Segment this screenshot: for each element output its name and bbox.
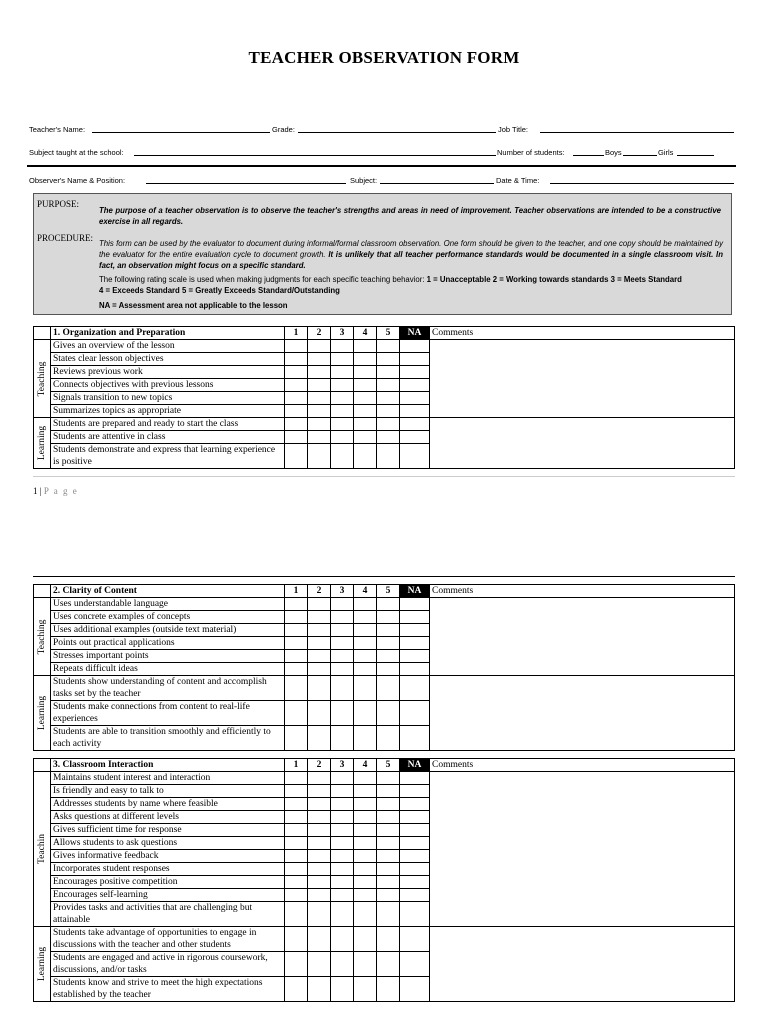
rating-cell-5[interactable]	[377, 340, 400, 353]
rating-cell-4[interactable]	[354, 902, 377, 927]
rating-cell-2[interactable]	[308, 340, 331, 353]
rating-cell-4[interactable]	[354, 353, 377, 366]
rating-cell-2[interactable]	[308, 902, 331, 927]
rating-cell-1[interactable]	[285, 392, 308, 405]
rating-cell-na[interactable]	[400, 418, 430, 431]
rating-cell-1[interactable]	[285, 952, 308, 977]
rating-cell-4[interactable]	[354, 927, 377, 952]
rating-cell-2[interactable]	[308, 837, 331, 850]
criterion-text: Connects objectives with previous lessons	[51, 379, 285, 392]
rating-cell-2[interactable]	[308, 379, 331, 392]
rating-cell-5[interactable]	[377, 902, 400, 927]
rating-cell-3[interactable]	[331, 353, 354, 366]
criterion-text: Repeats difficult ideas	[51, 663, 285, 676]
criterion-text: Gives an overview of the lesson	[51, 340, 285, 353]
rating-cell-2[interactable]	[308, 663, 331, 676]
rating-cell-2[interactable]	[308, 952, 331, 977]
comments-cell[interactable]	[430, 598, 735, 676]
rating-cell-na[interactable]	[400, 837, 430, 850]
rating-cell-1[interactable]	[285, 876, 308, 889]
rating-cell-na[interactable]	[400, 340, 430, 353]
rating-cell-4[interactable]	[354, 340, 377, 353]
rating-cell-2[interactable]	[308, 785, 331, 798]
rating-cell-1[interactable]	[285, 977, 308, 1002]
section1-title: 1. Organization and Preparation	[51, 327, 285, 340]
section1-table: 1. Organization and Preparation 1 2 3 4 5 NA Comments Teaching Gives an overview of the lesson States clear lesson objectives Reviews previous work Connects objectives with previous lessons Signals transition to new topics Summarizes topics as appropriate Learning Students are prepared and ready to start the class Students are attentive in class Students demonstrate and express that learning experience is positive	[33, 326, 735, 469]
rating-cell-na[interactable]	[400, 444, 430, 469]
rating-cell-4[interactable]	[354, 837, 377, 850]
criterion-text: Students know and strive to meet the high expectations established by the teacher	[51, 977, 285, 1002]
rating-cell-1[interactable]	[285, 811, 308, 824]
rating-cell-5[interactable]	[377, 811, 400, 824]
rating-cell-5[interactable]	[377, 431, 400, 444]
rating-cell-na[interactable]	[400, 405, 430, 418]
header-divider	[27, 165, 736, 167]
table-row	[34, 418, 735, 431]
rating-cell-3[interactable]	[331, 650, 354, 663]
rating-cell-4[interactable]	[354, 701, 377, 726]
rating-cell-5[interactable]	[377, 977, 400, 1002]
rating-cell-5[interactable]	[377, 624, 400, 637]
rating-cell-1[interactable]	[285, 624, 308, 637]
rating-cell-2[interactable]	[308, 676, 331, 701]
rating-cell-3[interactable]	[331, 418, 354, 431]
rating-cell-4[interactable]	[354, 598, 377, 611]
table-row	[34, 676, 735, 701]
rating-cell-5[interactable]	[377, 405, 400, 418]
rating-cell-1[interactable]	[285, 837, 308, 850]
rating-cell-5[interactable]	[377, 824, 400, 837]
section3-title: 3. Classroom Interaction	[51, 759, 285, 772]
criterion-text: Students take advantage of opportunities to engage in discussions with the teacher and other students	[51, 927, 285, 952]
criterion-text: Is friendly and easy to talk to	[51, 785, 285, 798]
page2-header-rule	[33, 576, 735, 577]
criterion-text: Uses understandable language	[51, 598, 285, 611]
rating-cell-3[interactable]	[331, 785, 354, 798]
subject-label: Subject:	[350, 176, 378, 185]
rating-cell-1[interactable]	[285, 663, 308, 676]
rating-cell-na[interactable]	[400, 650, 430, 663]
rating-cell-3[interactable]	[331, 624, 354, 637]
rating-cell-na[interactable]	[400, 676, 430, 701]
subject-school-label: Subject taught at the school:	[29, 148, 124, 157]
rating-cell-2[interactable]	[308, 824, 331, 837]
grade-field[interactable]	[298, 132, 496, 133]
purpose-text: The purpose of a teacher observation is to observe the teacher's strengths and areas in need of improvement. Teacher observations are intended to be a constructive exercise in all regards.	[99, 206, 721, 226]
criterion-text: Encourages self-learning	[51, 889, 285, 902]
criterion-text: Gives informative feedback	[51, 850, 285, 863]
rating-cell-2[interactable]	[308, 889, 331, 902]
rating-cell-na[interactable]	[400, 366, 430, 379]
rating-cell-4[interactable]	[354, 418, 377, 431]
rating-cell-3[interactable]	[331, 772, 354, 785]
rating-cell-2[interactable]	[308, 392, 331, 405]
rating-cell-2[interactable]	[308, 431, 331, 444]
rating-cell-1[interactable]	[285, 785, 308, 798]
rating-cell-na[interactable]	[400, 701, 430, 726]
rating-cell-3[interactable]	[331, 676, 354, 701]
rating-cell-2[interactable]	[308, 405, 331, 418]
rating-cell-4[interactable]	[354, 663, 377, 676]
rating-cell-2[interactable]	[308, 811, 331, 824]
rating-cell-na[interactable]	[400, 598, 430, 611]
rating-cell-2[interactable]	[308, 863, 331, 876]
rating-cell-5[interactable]	[377, 726, 400, 751]
rating-cell-4[interactable]	[354, 444, 377, 469]
criterion-text: Uses additional examples (outside text material)	[51, 624, 285, 637]
rating-cell-1[interactable]	[285, 772, 308, 785]
rating-cell-na[interactable]	[400, 824, 430, 837]
rating-cell-4[interactable]	[354, 676, 377, 701]
rating-cell-4[interactable]	[354, 824, 377, 837]
rating-cell-3[interactable]	[331, 366, 354, 379]
rating-cell-5[interactable]	[377, 366, 400, 379]
rating-cell-4[interactable]	[354, 863, 377, 876]
criterion-text: Students are prepared and ready to start the class	[51, 418, 285, 431]
rating-cell-1[interactable]	[285, 637, 308, 650]
rating-cell-na[interactable]	[400, 772, 430, 785]
grade-label: Grade:	[272, 125, 295, 134]
criterion-text: Students are able to transition smoothly and efficiently to each activity	[51, 726, 285, 751]
rating-cell-3[interactable]	[331, 340, 354, 353]
rating-cell-1[interactable]	[285, 726, 308, 751]
criterion-text: Maintains student interest and interaction	[51, 772, 285, 785]
rating-cell-3[interactable]	[331, 977, 354, 1002]
rating-cell-4[interactable]	[354, 889, 377, 902]
rating-cell-1[interactable]	[285, 444, 308, 469]
rating-cell-5[interactable]	[377, 772, 400, 785]
rating-cell-1[interactable]	[285, 340, 308, 353]
rating-cell-5[interactable]	[377, 650, 400, 663]
rating-cell-na[interactable]	[400, 927, 430, 952]
rating-cell-3[interactable]	[331, 431, 354, 444]
criterion-text: Students demonstrate and express that learning experience is positive	[51, 444, 285, 469]
rating-cell-3[interactable]	[331, 927, 354, 952]
date-time-label: Date & Time:	[496, 176, 540, 185]
rating-cell-na[interactable]	[400, 392, 430, 405]
date-time-field[interactable]	[550, 183, 734, 184]
criterion-text: Asks questions at different levels	[51, 811, 285, 824]
learning-group-label: Learning	[34, 927, 51, 1002]
criterion-text: Students are attentive in class	[51, 431, 285, 444]
rating-cell-na[interactable]	[400, 726, 430, 751]
teaching-group-label: Teaching	[34, 340, 51, 418]
rating-cell-na[interactable]	[400, 977, 430, 1002]
rating-cell-1[interactable]	[285, 431, 308, 444]
rating-cell-3[interactable]	[331, 876, 354, 889]
section2-table: 2. Clarity of Content 1 2 3 4 5 NA Comments Teaching Uses understandable language Uses concrete examples of concepts Uses additional examples (outside text material) Points out practical applications Stresses important points Repeats difficult ideas Learning Students show understanding of content and accomplish tasks set by the teacher Students make connections from content to real-life experiences Students are able to transition smoothly and efficiently to each activity	[33, 584, 735, 751]
rating-cell-4[interactable]	[354, 876, 377, 889]
comments-header: Comments	[430, 759, 735, 772]
rating-cell-3[interactable]	[331, 444, 354, 469]
rating-cell-4[interactable]	[354, 624, 377, 637]
rating-cell-1[interactable]	[285, 418, 308, 431]
section3-table: 3. Classroom Interaction 1 2 3 4 5 NA Comments Teachin Maintains student interest and interaction Is friendly and easy to talk to Addresses students by name where feasible Asks questions at different levels Gives sufficient time for response Allows students to ask questions Gives informative feedback Incorporates student responses Encourages positive competition Encourages self-learning Provides tasks and activities that are challenging but attainable Learning Students take advantage of opportunities to engage in discussions with the teacher and other students Students are engaged and active in rigorous coursework, discussions, and/or tasks Students know and strive to meet the high expectations established by the teacher	[33, 758, 735, 1002]
rating-cell-4[interactable]	[354, 611, 377, 624]
rating-cell-na[interactable]	[400, 811, 430, 824]
rating-cell-5[interactable]	[377, 663, 400, 676]
rating-cell-1[interactable]	[285, 650, 308, 663]
rating-cell-5[interactable]	[377, 598, 400, 611]
rating-cell-na[interactable]	[400, 353, 430, 366]
table-row	[34, 772, 735, 785]
page-separator	[33, 476, 735, 477]
criterion-text: Points out practical applications	[51, 637, 285, 650]
rating-cell-3[interactable]	[331, 405, 354, 418]
rating-cell-2[interactable]	[308, 598, 331, 611]
rating-cell-2[interactable]	[308, 366, 331, 379]
rating-cell-3[interactable]	[331, 811, 354, 824]
rating-cell-5[interactable]	[377, 392, 400, 405]
rating-cell-5[interactable]	[377, 418, 400, 431]
rating-cell-4[interactable]	[354, 366, 377, 379]
rating-cell-5[interactable]	[377, 876, 400, 889]
rating-cell-5[interactable]	[377, 785, 400, 798]
rating-cell-2[interactable]	[308, 772, 331, 785]
rating-cell-5[interactable]	[377, 850, 400, 863]
rating-cell-na[interactable]	[400, 798, 430, 811]
teaching-group-label: Teaching	[34, 598, 51, 676]
rating-cell-2[interactable]	[308, 726, 331, 751]
num-students-label: Number of students:	[497, 148, 565, 157]
rating-cell-1[interactable]	[285, 850, 308, 863]
rating-cell-1[interactable]	[285, 353, 308, 366]
subject-field[interactable]	[380, 183, 494, 184]
rating-cell-4[interactable]	[354, 772, 377, 785]
comments-header: Comments	[430, 327, 735, 340]
rating-cell-2[interactable]	[308, 650, 331, 663]
rating-cell-2[interactable]	[308, 850, 331, 863]
rating-cell-na[interactable]	[400, 637, 430, 650]
rating-cell-1[interactable]	[285, 927, 308, 952]
table-row	[34, 340, 735, 353]
criterion-text: Addresses students by name where feasible	[51, 798, 285, 811]
rating-cell-1[interactable]	[285, 598, 308, 611]
rating-cell-4[interactable]	[354, 850, 377, 863]
rating-cell-1[interactable]	[285, 676, 308, 701]
rating-cell-3[interactable]	[331, 798, 354, 811]
rating-cell-na[interactable]	[400, 785, 430, 798]
rating-cell-4[interactable]	[354, 431, 377, 444]
rating-cell-5[interactable]	[377, 863, 400, 876]
rating-cell-4[interactable]	[354, 726, 377, 751]
comments-cell[interactable]	[430, 418, 735, 469]
rating-cell-5[interactable]	[377, 611, 400, 624]
na-note: NA = Assessment area not applicable to the lesson	[99, 301, 288, 310]
rating-cell-3[interactable]	[331, 392, 354, 405]
learning-group-label: Learning	[34, 676, 51, 751]
rating-cell-1[interactable]	[285, 366, 308, 379]
rating-cell-3[interactable]	[331, 598, 354, 611]
learning-group-label: Learning	[34, 418, 51, 469]
criterion-text: Students make connections from content to real-life experiences	[51, 701, 285, 726]
rating-scale: The following rating scale is used when making judgments for each specific teaching behavior: 1 = Unacceptable 2 = Working towards standards 3 = Meets Standard 4 = Exceeds Standard 5 = Greatly Exceeds Standard/Outstanding	[99, 275, 682, 295]
criterion-text: Reviews previous work	[51, 366, 285, 379]
page-title: TEACHER OBSERVATION FORM	[248, 48, 520, 67]
purpose-label: PURPOSE:	[37, 199, 80, 209]
rating-cell-1[interactable]	[285, 902, 308, 927]
rating-cell-1[interactable]	[285, 611, 308, 624]
rating-cell-3[interactable]	[331, 726, 354, 751]
rating-cell-5[interactable]	[377, 379, 400, 392]
rating-cell-2[interactable]	[308, 611, 331, 624]
rating-cell-1[interactable]	[285, 824, 308, 837]
rating-cell-3[interactable]	[331, 611, 354, 624]
comments-cell[interactable]	[430, 927, 735, 1002]
criterion-text: Allows students to ask questions	[51, 837, 285, 850]
table-row	[34, 598, 735, 611]
rating-cell-2[interactable]	[308, 624, 331, 637]
rating-cell-4[interactable]	[354, 977, 377, 1002]
rating-cell-5[interactable]	[377, 353, 400, 366]
rating-cell-2[interactable]	[308, 444, 331, 469]
rating-cell-3[interactable]	[331, 837, 354, 850]
rating-cell-4[interactable]	[354, 798, 377, 811]
page-number: 1 | P a g e	[33, 486, 79, 496]
rating-cell-1[interactable]	[285, 701, 308, 726]
section2-title: 2. Clarity of Content	[51, 585, 285, 598]
rating-cell-na[interactable]	[400, 663, 430, 676]
teacher-name-field[interactable]	[92, 132, 270, 133]
comments-cell[interactable]	[430, 772, 735, 927]
rating-cell-na[interactable]	[400, 952, 430, 977]
rating-cell-4[interactable]	[354, 785, 377, 798]
rating-cell-na[interactable]	[400, 850, 430, 863]
criterion-text: Stresses important points	[51, 650, 285, 663]
rating-cell-na[interactable]	[400, 876, 430, 889]
rating-cell-4[interactable]	[354, 392, 377, 405]
rating-cell-5[interactable]	[377, 701, 400, 726]
rating-cell-5[interactable]	[377, 798, 400, 811]
rating-cell-na[interactable]	[400, 624, 430, 637]
boys-field[interactable]	[623, 155, 657, 156]
observer-field[interactable]	[146, 183, 346, 184]
comments-cell[interactable]	[430, 676, 735, 751]
rating-cell-1[interactable]	[285, 405, 308, 418]
rating-cell-3[interactable]	[331, 863, 354, 876]
criterion-text: Signals transition to new topics	[51, 392, 285, 405]
criterion-text: States clear lesson objectives	[51, 353, 285, 366]
rating-cell-3[interactable]	[331, 850, 354, 863]
rating-cell-4[interactable]	[354, 650, 377, 663]
purpose-box	[33, 193, 732, 315]
rating-cell-5[interactable]	[377, 952, 400, 977]
rating-cell-3[interactable]	[331, 889, 354, 902]
rating-cell-4[interactable]	[354, 952, 377, 977]
rating-cell-na[interactable]	[400, 379, 430, 392]
rating-cell-2[interactable]	[308, 418, 331, 431]
rating-cell-na[interactable]	[400, 431, 430, 444]
rating-cell-5[interactable]	[377, 927, 400, 952]
rating-cell-5[interactable]	[377, 676, 400, 701]
criterion-text: Encourages positive competition	[51, 876, 285, 889]
criterion-text: Incorporates student responses	[51, 863, 285, 876]
comments-cell[interactable]	[430, 340, 735, 418]
job-title-field[interactable]	[540, 132, 734, 133]
rating-cell-4[interactable]	[354, 379, 377, 392]
boys-label: Boys	[605, 148, 622, 157]
rating-cell-2[interactable]	[308, 927, 331, 952]
rating-cell-2[interactable]	[308, 977, 331, 1002]
rating-cell-na[interactable]	[400, 902, 430, 927]
rating-cell-3[interactable]	[331, 952, 354, 977]
procedure-label: PROCEDURE:	[37, 233, 94, 243]
criterion-text: Uses concrete examples of concepts	[51, 611, 285, 624]
rating-cell-3[interactable]	[331, 701, 354, 726]
criterion-text: Provides tasks and activities that are challenging but attainable	[51, 902, 285, 927]
subject-school-field[interactable]	[134, 155, 496, 156]
rating-cell-3[interactable]	[331, 902, 354, 927]
rating-cell-4[interactable]	[354, 637, 377, 650]
rating-cell-2[interactable]	[308, 353, 331, 366]
rating-cell-5[interactable]	[377, 889, 400, 902]
rating-cell-1[interactable]	[285, 379, 308, 392]
teacher-name-label: Teacher's Name:	[29, 125, 86, 134]
rating-cell-2[interactable]	[308, 701, 331, 726]
rating-cell-3[interactable]	[331, 637, 354, 650]
rating-cell-3[interactable]	[331, 824, 354, 837]
rating-cell-2[interactable]	[308, 637, 331, 650]
criterion-text: Summarizes topics as appropriate	[51, 405, 285, 418]
criterion-text: Gives sufficient time for response	[51, 824, 285, 837]
teaching-group-label: Teachin	[34, 772, 51, 927]
comments-header: Comments	[430, 585, 735, 598]
procedure-text: This form can be used by the evaluator to document during informal/formal classroom observation. One form should be given to the teacher, and one copy should be maintained by the evaluator for the entire evaluation cycle to document growth. It is unlikely that all teacher performance standards would be documented in a single classroom visit. In fact, an observation might focus on a specific standard.	[99, 239, 723, 270]
rating-cell-4[interactable]	[354, 811, 377, 824]
rating-cell-na[interactable]	[400, 611, 430, 624]
rating-cell-1[interactable]	[285, 889, 308, 902]
rating-cell-1[interactable]	[285, 863, 308, 876]
rating-cell-5[interactable]	[377, 837, 400, 850]
rating-cell-5[interactable]	[377, 444, 400, 469]
rating-cell-4[interactable]	[354, 405, 377, 418]
rating-cell-1[interactable]	[285, 798, 308, 811]
rating-cell-2[interactable]	[308, 876, 331, 889]
rating-cell-3[interactable]	[331, 663, 354, 676]
rating-cell-5[interactable]	[377, 637, 400, 650]
job-title-label: Job Title:	[498, 125, 529, 134]
girls-label: Girls	[658, 148, 674, 157]
rating-cell-na[interactable]	[400, 889, 430, 902]
num-students-field[interactable]	[573, 155, 604, 156]
girls-field[interactable]	[677, 155, 714, 156]
rating-cell-na[interactable]	[400, 863, 430, 876]
rating-cell-2[interactable]	[308, 798, 331, 811]
rating-cell-3[interactable]	[331, 379, 354, 392]
observer-label: Observer's Name & Position:	[29, 176, 126, 185]
criterion-text: Students show understanding of content and accomplish tasks set by the teacher	[51, 676, 285, 701]
criterion-text: Students are engaged and active in rigorous coursework, discussions, and/or tasks	[51, 952, 285, 977]
table-row	[34, 927, 735, 952]
